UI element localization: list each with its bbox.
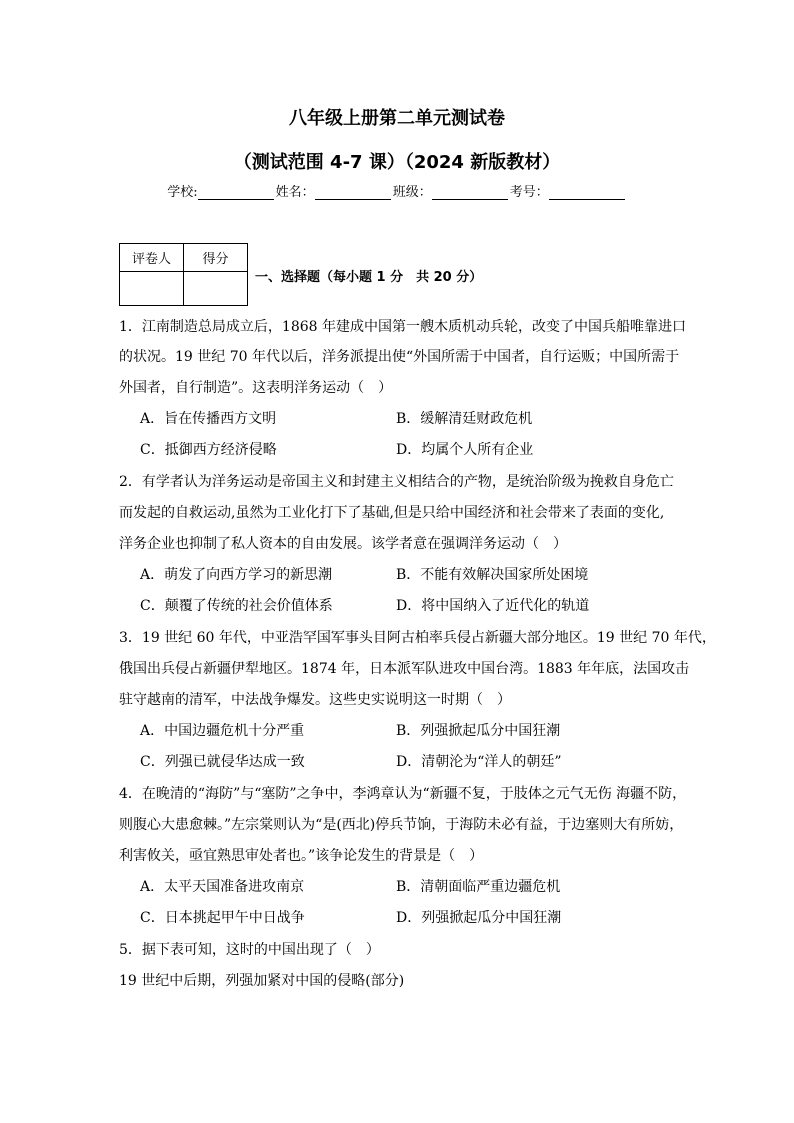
question-4-line-3: 利害攸关，亟宜熟思审处者也。”该争论发生的背景是（ ） — [119, 848, 484, 864]
grader-header: 评卷人 — [120, 244, 184, 272]
question-2-option-d[interactable]: D．将中国纳入了近代化的轨道 — [396, 598, 590, 614]
exam-number-label: 考号： — [509, 185, 549, 200]
question-3-option-d[interactable]: D．清朝沦为“洋人的朝廷” — [396, 754, 562, 770]
exam-subtitle: （测试范围 4-7 课）（2024 新版教材） — [233, 152, 561, 173]
exam-title: 八年级上册第二单元测试卷 — [289, 108, 505, 129]
question-3-line-2: 俄国出兵侵占新疆伊犁地区。1874 年，日本派军队进攻中国台湾。1883 年年底，法国攻击 — [119, 661, 690, 677]
score-header: 得分 — [184, 244, 248, 272]
question-3-option-a[interactable]: A．中国边疆危机十分严重 — [140, 723, 305, 739]
section-title: 一、选择题（每小题 1 分 共 20 分） — [255, 270, 483, 285]
question-2-line-3: 洋务企业也抑制了私人资本的自由发展。该学者意在强调洋务运动（ ） — [119, 536, 567, 552]
question-4-option-a[interactable]: A．太平天国准备进攻南京 — [140, 879, 305, 895]
question-4-option-d[interactable]: D．列强掀起瓜分中国狂潮 — [396, 910, 562, 926]
question-1-line-1: 1．江南制造总局成立后，1868 年建成中国第一艘木质机动兵轮，改变了中国兵船唯靠进口 — [119, 319, 686, 335]
question-2-option-a[interactable]: A．萌发了向西方学习的新思潮 — [140, 567, 333, 583]
exam-number-blank[interactable] — [549, 185, 625, 200]
name-blank[interactable] — [315, 185, 391, 200]
question-4-option-c[interactable]: C．日本挑起甲午中日战争 — [140, 910, 305, 926]
question-2-line-1: 2．有学者认为洋务运动是帝国主义和封建主义相结合的产物，是统治阶级为挽救自身危亡 — [119, 474, 674, 490]
grader-cell[interactable] — [120, 272, 184, 306]
question-4-line-1: 4．在晚清的“海防”与“塞防”之争中，李鸿章认为“新疆不复，于肢体之元气无伤 海疆不防， — [119, 786, 687, 802]
school-label: 学校: — [167, 185, 198, 200]
class-blank[interactable] — [432, 185, 508, 200]
question-1-option-a[interactable]: A．旨在传播西方文明 — [140, 411, 277, 427]
score-cell[interactable] — [184, 272, 248, 306]
question-1-option-d[interactable]: D．均属个人所有企业 — [396, 442, 534, 458]
class-label: 班级： — [392, 185, 432, 200]
question-1-line-2: 的状况。19 世纪 70 年代以后，洋务派提出使“外国所需于中国者，自行运贩；中国所需于 — [119, 349, 680, 365]
name-label: 姓名： — [275, 185, 315, 200]
question-4-line-2: 则腹心大患愈棘。”左宗棠则认为“是(西北)停兵节饷，于海防未必有益，于边塞则大有所妨， — [119, 817, 684, 833]
question-1-option-c[interactable]: C．抵御西方经济侵略 — [140, 442, 277, 458]
question-2-option-c[interactable]: C．颠覆了传统的社会价值体系 — [140, 598, 333, 614]
question-2-line-2: 而发起的自救运动,虽然为工业化打下了基础,但是只给中国经济和社会带来了表面的变化, — [119, 505, 665, 521]
student-info-row — [0, 181, 794, 200]
score-table — [119, 243, 248, 306]
question-1-option-b[interactable]: B．缓解清廷财政危机 — [396, 411, 533, 427]
question-1-line-3: 外国者，自行制造”。这表明洋务运动（ ） — [119, 380, 393, 396]
question-5-line-1: 5．据下表可知，这时的中国出现了（ ） — [119, 942, 380, 958]
school-blank[interactable] — [198, 185, 274, 200]
question-5-table-caption: 19 世纪中后期，列强加紧对中国的侵略(部分) — [119, 973, 405, 989]
question-3-line-3: 驻守越南的清军，中法战争爆发。这些史实说明这一时期（ ） — [119, 692, 511, 708]
question-3-option-c[interactable]: C．列强已就侵华达成一致 — [140, 754, 305, 770]
question-4-option-b[interactable]: B．清朝面临严重边疆危机 — [396, 879, 561, 895]
question-3-option-b[interactable]: B．列强掀起瓜分中国狂潮 — [396, 723, 561, 739]
question-2-option-b[interactable]: B．不能有效解决国家所处困境 — [396, 567, 589, 583]
question-3-line-1: 3．19 世纪 60 年代，中亚浩罕国军事头目阿古柏率兵侵占新疆大部分地区。19 世纪 70 年代， — [119, 630, 716, 646]
